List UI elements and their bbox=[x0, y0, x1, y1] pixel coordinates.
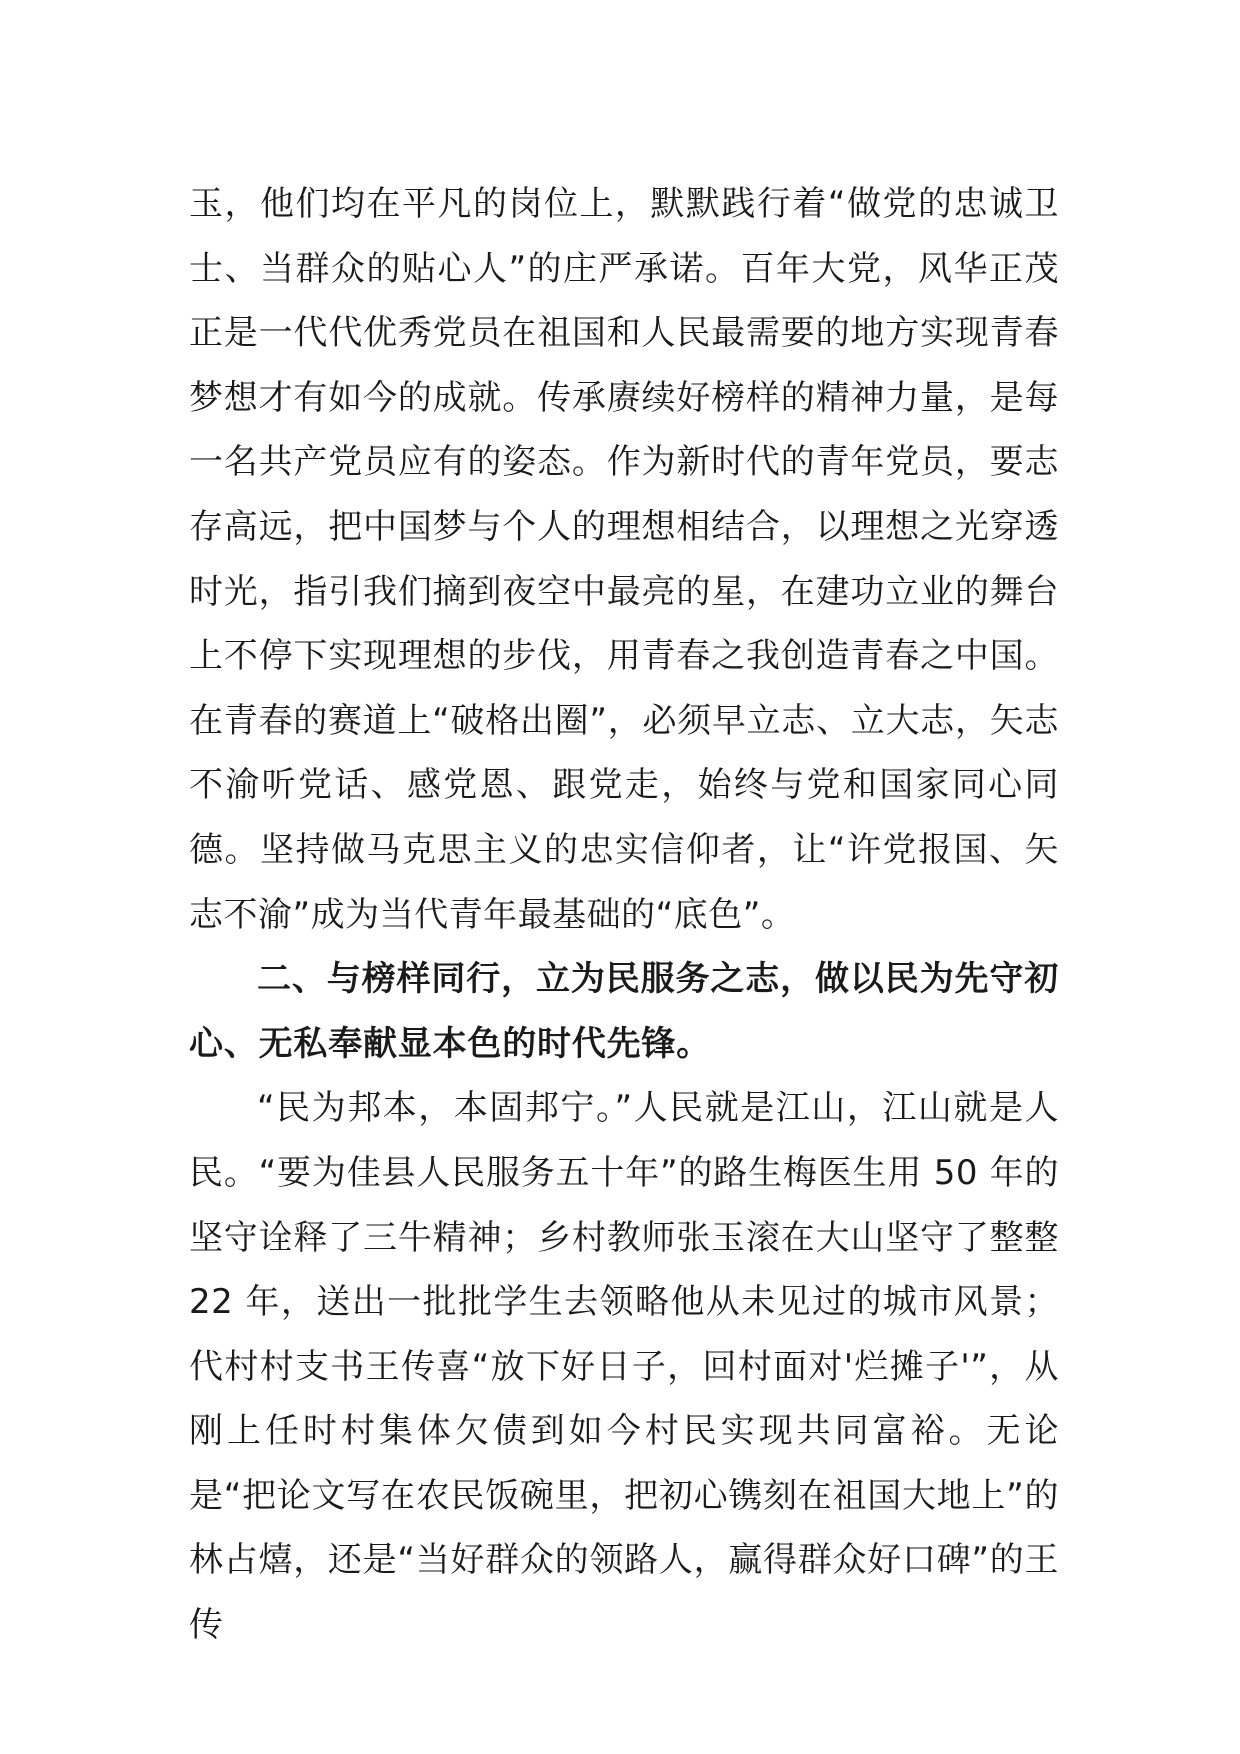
body-paragraph: “民为邦本，本固邦宁。”人民就是江山，江山就是人民。“要为佳县人民服务五十年”的路生梅医生用 50 年的坚守诠释了三牛精神；乡村教师张玉滚在大山坚守了整整 22 年，送出一批批学生去领略他从未见过的城市风景；代村村支书王传喜“放下好日子，回村面对'烂摊子'”，从刚上任时村集体欠债到如今村民实现共同富裕。无论是“把论文写在农民饭碗里，把初心镌刻在祖国大地上”的林占熺，还是“当好群众的领路人，赢得群众好口碑”的王传 bbox=[189, 1088, 1059, 1646]
document-body bbox=[189, 172, 1059, 1658]
body-paragraph-continued: 玉，他们均在平凡的岗位上，默默践行着“做党的忠诚卫士、当群众的贴心人”的庄严承诺。百年大党，风华正茂正是一代代优秀党员在祖国和人民最需要的地方实现青春梦想才有如今的成就。传承赓续好榜样的精神力量，是每一名共产党员应有的姿态。作为新时代的青年党员，要志存高远，把中国梦与个人的理想相结合，以理想之光穿透时光，指引我们摘到夜空中最亮的星，在建功立业的舞台上不停下实现理想的步伐，用青春之我创造青春之中国。在青春的赛道上“破格出圈”，必须早立志、立大志，矢志不渝听党话、感党恩、跟党走，始终与党和国家同心同德。坚持做马克思主义的忠实信仰者，让“许党报国、矢志不渝”成为当代青年最基础的“底色”。 bbox=[189, 184, 1059, 935]
section-heading: 二、与榜样同行，立为民服务之志，做以民为先守初心、无私奉献显本色的时代先锋。 bbox=[189, 959, 1059, 1064]
